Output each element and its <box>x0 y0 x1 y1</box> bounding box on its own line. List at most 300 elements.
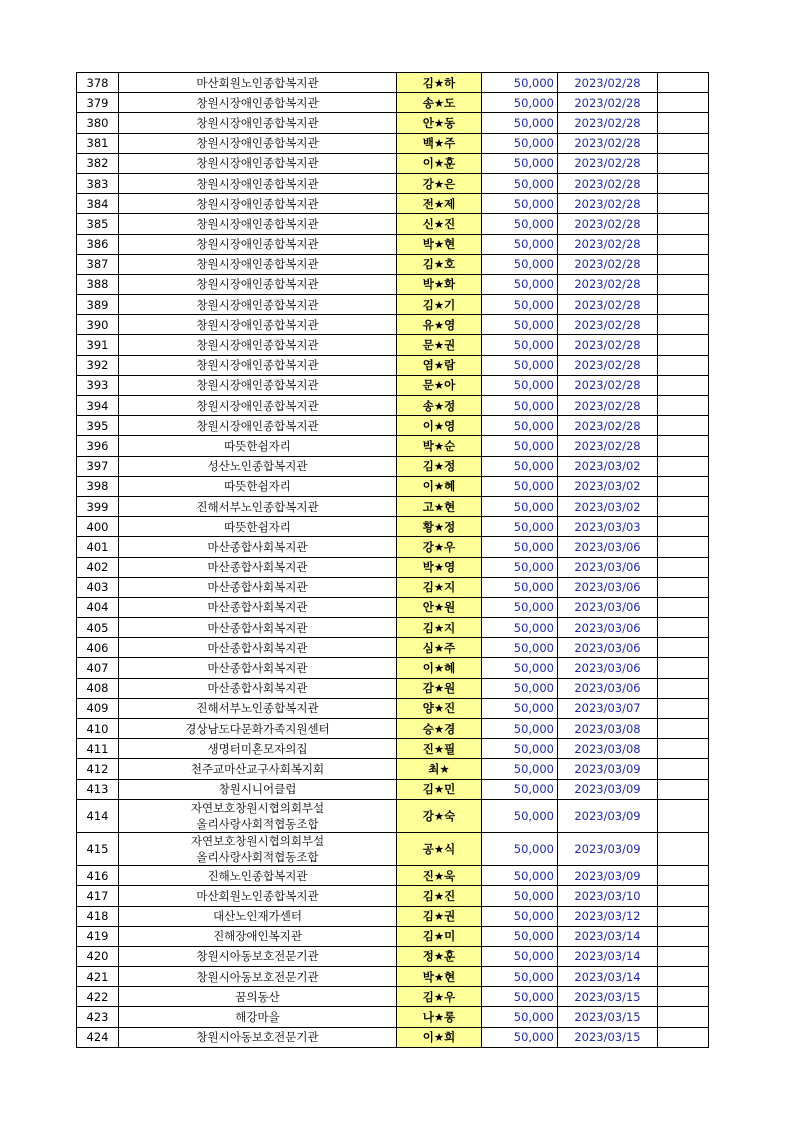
amount-cell: 50,000 <box>482 557 558 577</box>
donor-name: 백★주 <box>397 133 482 153</box>
organization-cell: 마산종합사회복지관 <box>119 678 397 698</box>
date-cell: 2023/03/14 <box>558 967 658 987</box>
organization-cell: 해강마을 <box>119 1007 397 1027</box>
organization-cell: 창원시장애인종합복지관 <box>119 396 397 416</box>
empty-cell <box>658 375 709 395</box>
empty-cell <box>658 214 709 234</box>
donor-name: 김★기 <box>397 295 482 315</box>
table-row <box>77 597 709 617</box>
row-number: 383 <box>77 173 119 193</box>
table-row <box>77 719 709 739</box>
amount-cell: 50,000 <box>482 759 558 779</box>
empty-cell <box>658 113 709 133</box>
row-number: 413 <box>77 779 119 799</box>
donor-name: 신★진 <box>397 214 482 234</box>
date-cell: 2023/03/09 <box>558 759 658 779</box>
organization-cell: 진해노인종합복지관 <box>119 866 397 886</box>
empty-cell <box>658 1027 709 1047</box>
empty-cell <box>658 698 709 718</box>
row-number: 407 <box>77 658 119 678</box>
empty-cell <box>658 93 709 113</box>
donor-name: 진★필 <box>397 739 482 759</box>
date-cell: 2023/03/07 <box>558 698 658 718</box>
table-row <box>77 678 709 698</box>
donor-name: 문★권 <box>397 335 482 355</box>
donor-name: 정★훈 <box>397 946 482 966</box>
amount-cell: 50,000 <box>482 396 558 416</box>
amount-cell: 50,000 <box>482 967 558 987</box>
date-cell: 2023/03/15 <box>558 1007 658 1027</box>
table-row <box>77 946 709 966</box>
row-number: 402 <box>77 557 119 577</box>
table-row <box>77 638 709 658</box>
row-number: 412 <box>77 759 119 779</box>
amount-cell: 50,000 <box>482 254 558 274</box>
empty-cell <box>658 719 709 739</box>
donor-name: 박★영 <box>397 557 482 577</box>
row-number: 422 <box>77 987 119 1007</box>
table-row <box>77 194 709 214</box>
date-cell: 2023/03/08 <box>558 719 658 739</box>
organization-cell: 창원시아동보호전문기관 <box>119 946 397 966</box>
organization-cell: 진해서부노인종합복지관 <box>119 496 397 516</box>
organization-cell: 진해장애인복지관 <box>119 926 397 946</box>
amount-cell: 50,000 <box>482 832 558 865</box>
empty-cell <box>658 597 709 617</box>
date-cell: 2023/02/28 <box>558 214 658 234</box>
row-number: 395 <box>77 416 119 436</box>
organization-cell: 마산종합사회복지관 <box>119 537 397 557</box>
row-number: 384 <box>77 194 119 214</box>
table-row <box>77 926 709 946</box>
amount-cell: 50,000 <box>482 315 558 335</box>
date-cell: 2023/03/15 <box>558 987 658 1007</box>
donation-table-body <box>77 73 709 1048</box>
organization-cell: 창원시니어클럽 <box>119 779 397 799</box>
organization-cell: 창원시장애인종합복지관 <box>119 416 397 436</box>
table-row <box>77 113 709 133</box>
table-row <box>77 886 709 906</box>
amount-cell: 50,000 <box>482 987 558 1007</box>
donor-name: 양★진 <box>397 698 482 718</box>
organization-cell: 창원시장애인종합복지관 <box>119 355 397 375</box>
organization-cell: 창원시장애인종합복지관 <box>119 295 397 315</box>
organization-cell: 창원시장애인종합복지관 <box>119 153 397 173</box>
row-number: 385 <box>77 214 119 234</box>
table-row <box>77 315 709 335</box>
date-cell: 2023/02/28 <box>558 274 658 294</box>
organization-cell: 따뜻한쉼자리 <box>119 517 397 537</box>
amount-cell: 50,000 <box>482 416 558 436</box>
table-row <box>77 537 709 557</box>
organization-cell: 마산종합사회복지관 <box>119 618 397 638</box>
row-number: 382 <box>77 153 119 173</box>
organization-cell: 마산회원노인종합복지관 <box>119 73 397 93</box>
empty-cell <box>658 832 709 865</box>
amount-cell: 50,000 <box>482 946 558 966</box>
amount-cell: 50,000 <box>482 537 558 557</box>
amount-cell: 50,000 <box>482 355 558 375</box>
amount-cell: 50,000 <box>482 93 558 113</box>
row-number: 396 <box>77 436 119 456</box>
row-number: 401 <box>77 537 119 557</box>
amount-cell: 50,000 <box>482 926 558 946</box>
empty-cell <box>658 967 709 987</box>
row-number: 416 <box>77 866 119 886</box>
empty-cell <box>658 456 709 476</box>
amount-cell: 50,000 <box>482 496 558 516</box>
donor-name: 전★제 <box>397 194 482 214</box>
row-number: 380 <box>77 113 119 133</box>
organization-cell: 따뜻한쉼자리 <box>119 436 397 456</box>
row-number: 423 <box>77 1007 119 1027</box>
empty-cell <box>658 476 709 496</box>
donor-name: 이★영 <box>397 416 482 436</box>
organization-cell: 마산종합사회복지관 <box>119 557 397 577</box>
empty-cell <box>658 638 709 658</box>
date-cell: 2023/03/06 <box>558 618 658 638</box>
donor-name: 이★훈 <box>397 153 482 173</box>
table-row <box>77 73 709 93</box>
empty-cell <box>658 173 709 193</box>
organization-cell: 창원시장애인종합복지관 <box>119 375 397 395</box>
empty-cell <box>658 886 709 906</box>
empty-cell <box>658 537 709 557</box>
row-number: 398 <box>77 476 119 496</box>
empty-cell <box>658 153 709 173</box>
donor-name: 김★민 <box>397 779 482 799</box>
organization-cell: 마산종합사회복지관 <box>119 597 397 617</box>
donor-name: 김★정 <box>397 456 482 476</box>
row-number: 388 <box>77 274 119 294</box>
amount-cell: 50,000 <box>482 375 558 395</box>
donor-name: 김★호 <box>397 254 482 274</box>
amount-cell: 50,000 <box>482 577 558 597</box>
empty-cell <box>658 496 709 516</box>
row-number: 424 <box>77 1027 119 1047</box>
organization-cell: 천주교마산교구사회복지회 <box>119 759 397 779</box>
donor-name: 감★원 <box>397 678 482 698</box>
organization-cell: 대산노인재가센터 <box>119 906 397 926</box>
date-cell: 2023/03/06 <box>558 638 658 658</box>
date-cell: 2023/02/28 <box>558 335 658 355</box>
amount-cell: 50,000 <box>482 214 558 234</box>
date-cell: 2023/02/28 <box>558 295 658 315</box>
donor-name: 문★아 <box>397 375 482 395</box>
date-cell: 2023/03/09 <box>558 779 658 799</box>
organization-cell: 창원시아동보호전문기관 <box>119 1027 397 1047</box>
amount-cell: 50,000 <box>482 799 558 832</box>
table-row <box>77 987 709 1007</box>
date-cell: 2023/03/06 <box>558 557 658 577</box>
amount-cell: 50,000 <box>482 1007 558 1027</box>
empty-cell <box>658 926 709 946</box>
date-cell: 2023/02/28 <box>558 436 658 456</box>
row-number: 381 <box>77 133 119 153</box>
table-row <box>77 799 709 832</box>
donor-name: 박★현 <box>397 234 482 254</box>
row-number: 415 <box>77 832 119 865</box>
date-cell: 2023/02/28 <box>558 396 658 416</box>
table-row <box>77 759 709 779</box>
organization-cell: 창원시장애인종합복지관 <box>119 173 397 193</box>
organization-cell: 창원시장애인종합복지관 <box>119 194 397 214</box>
amount-cell: 50,000 <box>482 597 558 617</box>
organization-cell: 창원시장애인종합복지관 <box>119 274 397 294</box>
table-row <box>77 335 709 355</box>
amount-cell: 50,000 <box>482 476 558 496</box>
amount-cell: 50,000 <box>482 436 558 456</box>
donor-name: 심★주 <box>397 638 482 658</box>
donor-name: 이★혜 <box>397 476 482 496</box>
empty-cell <box>658 658 709 678</box>
empty-cell <box>658 254 709 274</box>
amount-cell: 50,000 <box>482 153 558 173</box>
empty-cell <box>658 234 709 254</box>
table-row <box>77 1007 709 1027</box>
row-number: 414 <box>77 799 119 832</box>
organization-cell: 마산종합사회복지관 <box>119 638 397 658</box>
donor-name: 박★화 <box>397 274 482 294</box>
row-number: 421 <box>77 967 119 987</box>
row-number: 404 <box>77 597 119 617</box>
organization-cell: 창원시장애인종합복지관 <box>119 113 397 133</box>
donor-name: 승★경 <box>397 719 482 739</box>
donor-name: 김★지 <box>397 577 482 597</box>
donor-name: 강★은 <box>397 173 482 193</box>
date-cell: 2023/02/28 <box>558 355 658 375</box>
organization-cell: 창원시장애인종합복지관 <box>119 93 397 113</box>
row-number: 397 <box>77 456 119 476</box>
organization-cell <box>119 832 397 865</box>
amount-cell: 50,000 <box>482 295 558 315</box>
donor-name: 고★현 <box>397 496 482 516</box>
donor-name: 황★정 <box>397 517 482 537</box>
date-cell: 2023/02/28 <box>558 254 658 274</box>
row-number: 390 <box>77 315 119 335</box>
table-row <box>77 214 709 234</box>
date-cell: 2023/02/28 <box>558 133 658 153</box>
donor-name: 송★도 <box>397 93 482 113</box>
row-number: 409 <box>77 698 119 718</box>
empty-cell <box>658 618 709 638</box>
table-row <box>77 658 709 678</box>
table-row <box>77 1027 709 1047</box>
date-cell: 2023/03/08 <box>558 739 658 759</box>
organization-line: 자연보호창원시협의회부설 <box>190 800 325 815</box>
empty-cell <box>658 678 709 698</box>
date-cell: 2023/03/09 <box>558 799 658 832</box>
empty-cell <box>658 436 709 456</box>
organization-cell: 창원시장애인종합복지관 <box>119 254 397 274</box>
organization-cell: 마산종합사회복지관 <box>119 658 397 678</box>
date-cell: 2023/03/10 <box>558 886 658 906</box>
date-cell: 2023/02/28 <box>558 153 658 173</box>
organization-cell: 창원시장애인종합복지관 <box>119 214 397 234</box>
table-row <box>77 557 709 577</box>
empty-cell <box>658 295 709 315</box>
table-row <box>77 476 709 496</box>
date-cell: 2023/03/15 <box>558 1027 658 1047</box>
empty-cell <box>658 1007 709 1027</box>
amount-cell: 50,000 <box>482 779 558 799</box>
donor-name: 진★욱 <box>397 866 482 886</box>
table-row <box>77 173 709 193</box>
amount-cell: 50,000 <box>482 274 558 294</box>
donor-name: 김★권 <box>397 906 482 926</box>
table-row <box>77 416 709 436</box>
organization-cell: 창원시장애인종합복지관 <box>119 234 397 254</box>
empty-cell <box>658 517 709 537</box>
amount-cell: 50,000 <box>482 678 558 698</box>
organization-cell: 창원시장애인종합복지관 <box>119 315 397 335</box>
amount-cell: 50,000 <box>482 719 558 739</box>
date-cell: 2023/03/02 <box>558 496 658 516</box>
row-number: 417 <box>77 886 119 906</box>
row-number: 420 <box>77 946 119 966</box>
table-row <box>77 274 709 294</box>
donor-name: 공★식 <box>397 832 482 865</box>
donor-name: 나★롱 <box>397 1007 482 1027</box>
table-row <box>77 153 709 173</box>
empty-cell <box>658 759 709 779</box>
table-row <box>77 832 709 865</box>
organization-cell: 생명터미혼모자의집 <box>119 739 397 759</box>
donor-name: 안★원 <box>397 597 482 617</box>
organization-cell: 성산노인종합복지관 <box>119 456 397 476</box>
organization-line: 자연보호창원시협의회부설 <box>190 834 325 849</box>
amount-cell: 50,000 <box>482 113 558 133</box>
empty-cell <box>658 274 709 294</box>
donor-name: 이★혜 <box>397 658 482 678</box>
organization-cell: 따뜻한쉼자리 <box>119 476 397 496</box>
donation-table <box>76 72 709 1048</box>
table-row <box>77 618 709 638</box>
organization-cell: 창원시장애인종합복지관 <box>119 133 397 153</box>
date-cell: 2023/03/14 <box>558 926 658 946</box>
amount-cell: 50,000 <box>482 73 558 93</box>
row-number: 379 <box>77 93 119 113</box>
date-cell: 2023/03/14 <box>558 946 658 966</box>
donor-name: 이★희 <box>397 1027 482 1047</box>
table-row <box>77 396 709 416</box>
row-number: 419 <box>77 926 119 946</box>
empty-cell <box>658 799 709 832</box>
table-row <box>77 967 709 987</box>
empty-cell <box>658 133 709 153</box>
donor-name: 박★현 <box>397 967 482 987</box>
table-row <box>77 866 709 886</box>
empty-cell <box>658 335 709 355</box>
amount-cell: 50,000 <box>482 906 558 926</box>
table-row <box>77 436 709 456</box>
table-row <box>77 375 709 395</box>
date-cell: 2023/03/02 <box>558 476 658 496</box>
row-number: 399 <box>77 496 119 516</box>
date-cell: 2023/03/06 <box>558 597 658 617</box>
table-row <box>77 906 709 926</box>
date-cell: 2023/03/02 <box>558 456 658 476</box>
date-cell: 2023/02/28 <box>558 416 658 436</box>
date-cell: 2023/03/09 <box>558 866 658 886</box>
row-number: 392 <box>77 355 119 375</box>
amount-cell: 50,000 <box>482 638 558 658</box>
empty-cell <box>658 866 709 886</box>
empty-cell <box>658 987 709 1007</box>
amount-cell: 50,000 <box>482 1027 558 1047</box>
table-row <box>77 295 709 315</box>
organization-cell: 진해서부노인종합복지관 <box>119 698 397 718</box>
amount-cell: 50,000 <box>482 618 558 638</box>
table-row <box>77 133 709 153</box>
organization-cell: 경상남도다문화가족지원센터 <box>119 719 397 739</box>
empty-cell <box>658 355 709 375</box>
organization-cell: 창원시아동보호전문기관 <box>119 967 397 987</box>
row-number: 378 <box>77 73 119 93</box>
organization-cell: 마산종합사회복지관 <box>119 577 397 597</box>
donor-name: 김★미 <box>397 926 482 946</box>
empty-cell <box>658 315 709 335</box>
empty-cell <box>658 906 709 926</box>
amount-cell: 50,000 <box>482 886 558 906</box>
row-number: 389 <box>77 295 119 315</box>
row-number: 411 <box>77 739 119 759</box>
organization-cell: 마산회원노인종합복지관 <box>119 886 397 906</box>
date-cell: 2023/02/28 <box>558 73 658 93</box>
table-row <box>77 698 709 718</box>
row-number: 408 <box>77 678 119 698</box>
empty-cell <box>658 396 709 416</box>
donor-name: 김★우 <box>397 987 482 1007</box>
amount-cell: 50,000 <box>482 517 558 537</box>
empty-cell <box>658 577 709 597</box>
empty-cell <box>658 73 709 93</box>
table-row <box>77 739 709 759</box>
date-cell: 2023/03/06 <box>558 678 658 698</box>
donor-name: 유★영 <box>397 315 482 335</box>
donor-name: 송★정 <box>397 396 482 416</box>
organization-line: 올리사랑사회적협동조합 <box>196 816 319 831</box>
table-row <box>77 234 709 254</box>
donor-name: 안★동 <box>397 113 482 133</box>
donor-name: 김★지 <box>397 618 482 638</box>
row-number: 406 <box>77 638 119 658</box>
amount-cell: 50,000 <box>482 133 558 153</box>
date-cell: 2023/02/28 <box>558 113 658 133</box>
organization-cell <box>119 799 397 832</box>
amount-cell: 50,000 <box>482 234 558 254</box>
row-number: 400 <box>77 517 119 537</box>
table-row <box>77 577 709 597</box>
row-number: 405 <box>77 618 119 638</box>
table-row <box>77 254 709 274</box>
row-number: 418 <box>77 906 119 926</box>
empty-cell <box>658 416 709 436</box>
date-cell: 2023/03/09 <box>558 832 658 865</box>
date-cell: 2023/03/06 <box>558 658 658 678</box>
empty-cell <box>658 194 709 214</box>
table-row <box>77 355 709 375</box>
donor-name: 박★순 <box>397 436 482 456</box>
empty-cell <box>658 946 709 966</box>
organization-cell: 창원시장애인종합복지관 <box>119 335 397 355</box>
row-number: 403 <box>77 577 119 597</box>
empty-cell <box>658 779 709 799</box>
donor-name: 김★하 <box>397 73 482 93</box>
date-cell: 2023/02/28 <box>558 93 658 113</box>
organization-line: 올리사랑사회적협동조합 <box>196 850 319 865</box>
row-number: 391 <box>77 335 119 355</box>
